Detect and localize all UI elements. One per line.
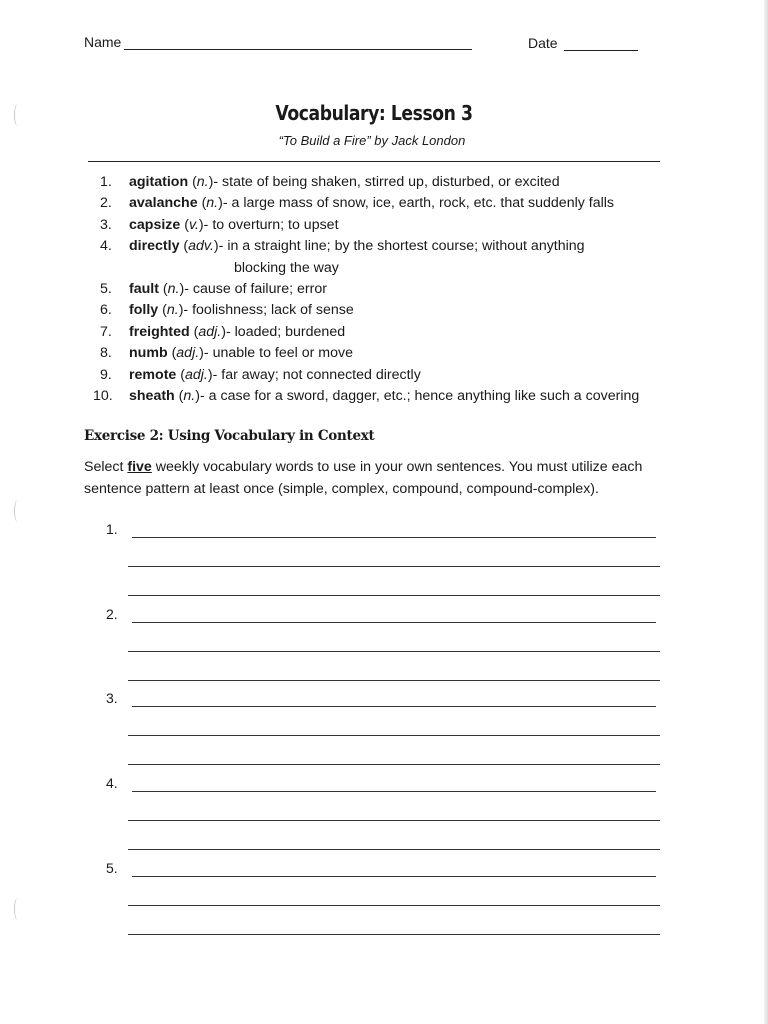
vocab-number: 3. bbox=[100, 216, 112, 233]
vocab-part-of-speech: n. bbox=[196, 174, 209, 190]
writing-line[interactable] bbox=[128, 735, 660, 736]
vocab-item: 7. freighted (adj.)- loaded; burdened bbox=[100, 322, 680, 343]
writing-line[interactable] bbox=[132, 876, 656, 877]
name-label: Name bbox=[84, 34, 122, 50]
page-title: Vocabulary: Lesson 3 bbox=[275, 101, 473, 125]
vocab-number: 5. bbox=[100, 281, 112, 298]
scan-mark bbox=[14, 104, 21, 126]
writing-line[interactable] bbox=[128, 849, 660, 850]
vocab-definition: state of being shaken, stirred up, disturbed, or excited bbox=[222, 174, 560, 190]
scan-mark bbox=[14, 898, 21, 920]
vocab-definition: unable to feel or move bbox=[212, 345, 353, 362]
vocab-word: remote bbox=[129, 366, 177, 383]
writing-line[interactable] bbox=[128, 820, 660, 821]
vocab-word: directly bbox=[129, 238, 180, 255]
writing-line[interactable] bbox=[128, 764, 660, 765]
vocab-part-of-speech: n. bbox=[167, 281, 180, 298]
date-field[interactable] bbox=[564, 50, 638, 51]
vocab-item: 10. sheath (n.)- a case for a sword, dagger, etc.; hence anything like such a covering bbox=[100, 386, 680, 407]
vocab-item: 8. numb (adj.)- unable to feel or move bbox=[100, 343, 680, 364]
writing-line[interactable] bbox=[132, 791, 656, 792]
sentence-block bbox=[106, 606, 662, 686]
vocab-item: 2. avalanche (n.)- a large mass of snow, ice, earth, rock, etc. that suddenly falls bbox=[100, 193, 680, 214]
writing-line[interactable] bbox=[128, 905, 660, 906]
vocab-word: numb bbox=[129, 345, 168, 362]
vocab-item: 1. agitation (n.)- state of being shaken, stirred up, disturbed, or excited bbox=[100, 172, 680, 193]
vocab-part-of-speech: adj. bbox=[198, 323, 222, 340]
vocab-definition: loaded; burdened bbox=[234, 323, 346, 340]
vocab-part-of-speech: v. bbox=[188, 216, 199, 233]
vocab-part-of-speech: adj. bbox=[176, 345, 200, 362]
vocab-word: freighted bbox=[129, 323, 190, 340]
vocab-part-of-speech: n. bbox=[183, 388, 196, 405]
writing-line[interactable] bbox=[132, 706, 656, 707]
vocab-part-of-speech: adj. bbox=[184, 366, 208, 383]
vocab-definition-continued: blocking the way bbox=[234, 259, 339, 276]
instructions-text: Select bbox=[84, 459, 128, 475]
vocab-word: avalanche bbox=[129, 195, 198, 212]
exercise-title: Exercise 2: Using Vocabulary in Context bbox=[84, 428, 375, 444]
sentence-number: 1. bbox=[106, 521, 118, 537]
scan-mark bbox=[14, 500, 21, 522]
vocab-number: 8. bbox=[100, 345, 112, 362]
vocab-definition: a large mass of snow, ice, earth, rock, etc. that suddenly falls bbox=[231, 195, 615, 212]
sentence-number: 5. bbox=[106, 859, 118, 876]
writing-line[interactable] bbox=[132, 622, 656, 623]
writing-line[interactable] bbox=[128, 934, 660, 935]
instructions-emphasis: five bbox=[127, 459, 152, 475]
writing-line[interactable] bbox=[128, 566, 660, 567]
divider bbox=[88, 161, 660, 162]
vocab-item: 6. folly (n.)- foolishness; lack of sense bbox=[100, 300, 680, 321]
writing-line[interactable] bbox=[132, 537, 656, 538]
vocab-number: 6. bbox=[100, 302, 112, 319]
vocab-number: 2. bbox=[100, 195, 112, 212]
vocab-item: 5. fault (n.)- cause of failure; error bbox=[100, 279, 680, 300]
vocab-number: 7. bbox=[100, 323, 112, 340]
vocab-definition: in a straight line; by the shortest course; without anything bbox=[227, 238, 585, 255]
instructions-text: weekly vocabulary words to use in your own sentences. You must utilize each sentence pattern at least once (simple, complex, compound, compound-complex). bbox=[84, 459, 643, 497]
vocab-part-of-speech: adv. bbox=[188, 238, 214, 255]
name-field[interactable] bbox=[124, 49, 472, 50]
vocab-definition: far away; not connected directly bbox=[221, 366, 421, 383]
sentence-block bbox=[106, 690, 662, 770]
writing-line[interactable] bbox=[128, 651, 660, 652]
vocab-definition: to overturn; to upset bbox=[212, 216, 339, 233]
sentence-number: 3. bbox=[106, 690, 118, 707]
vocab-definition: a case for a sword, dagger, etc.; hence anything like such a covering bbox=[208, 388, 640, 405]
sentence-block bbox=[106, 521, 662, 601]
vocab-number: 1. bbox=[100, 174, 112, 190]
date-label: Date bbox=[528, 35, 558, 51]
vocab-part-of-speech: n. bbox=[206, 195, 219, 212]
vocab-number: 10. bbox=[93, 388, 113, 405]
vocab-part-of-speech: n. bbox=[166, 302, 179, 319]
exercise-instructions bbox=[84, 456, 684, 500]
vocab-number: 4. bbox=[100, 238, 112, 255]
vocabulary-list bbox=[93, 172, 680, 407]
header-row bbox=[84, 34, 644, 54]
sentence-number: 4. bbox=[106, 775, 118, 792]
page-subtitle: “To Build a Fire” by Jack London bbox=[278, 133, 466, 148]
vocab-word: sheath bbox=[129, 388, 175, 405]
sentence-block bbox=[106, 775, 662, 855]
page-edge bbox=[764, 0, 768, 1024]
vocab-item: 9. remote (adj.)- far away; not connected directly bbox=[100, 365, 680, 386]
vocab-word: capsize bbox=[129, 216, 181, 233]
vocab-word: fault bbox=[129, 281, 159, 298]
vocab-item: 3. capsize (v.)- to overturn; to upset bbox=[100, 215, 680, 236]
vocab-definition: cause of failure; error bbox=[192, 281, 327, 298]
vocab-word: folly bbox=[129, 302, 159, 319]
vocab-number: 9. bbox=[100, 366, 112, 383]
sentence-number: 2. bbox=[106, 605, 118, 622]
writing-line[interactable] bbox=[128, 680, 660, 681]
writing-line[interactable] bbox=[128, 595, 660, 596]
vocab-definition: foolishness; lack of sense bbox=[192, 302, 354, 319]
sentence-block bbox=[106, 860, 662, 940]
vocab-item: 4. directly (adv.)- in a straight line; by the shortest course; without anything blocking the way bbox=[100, 236, 680, 279]
vocab-word: agitation bbox=[129, 174, 189, 190]
